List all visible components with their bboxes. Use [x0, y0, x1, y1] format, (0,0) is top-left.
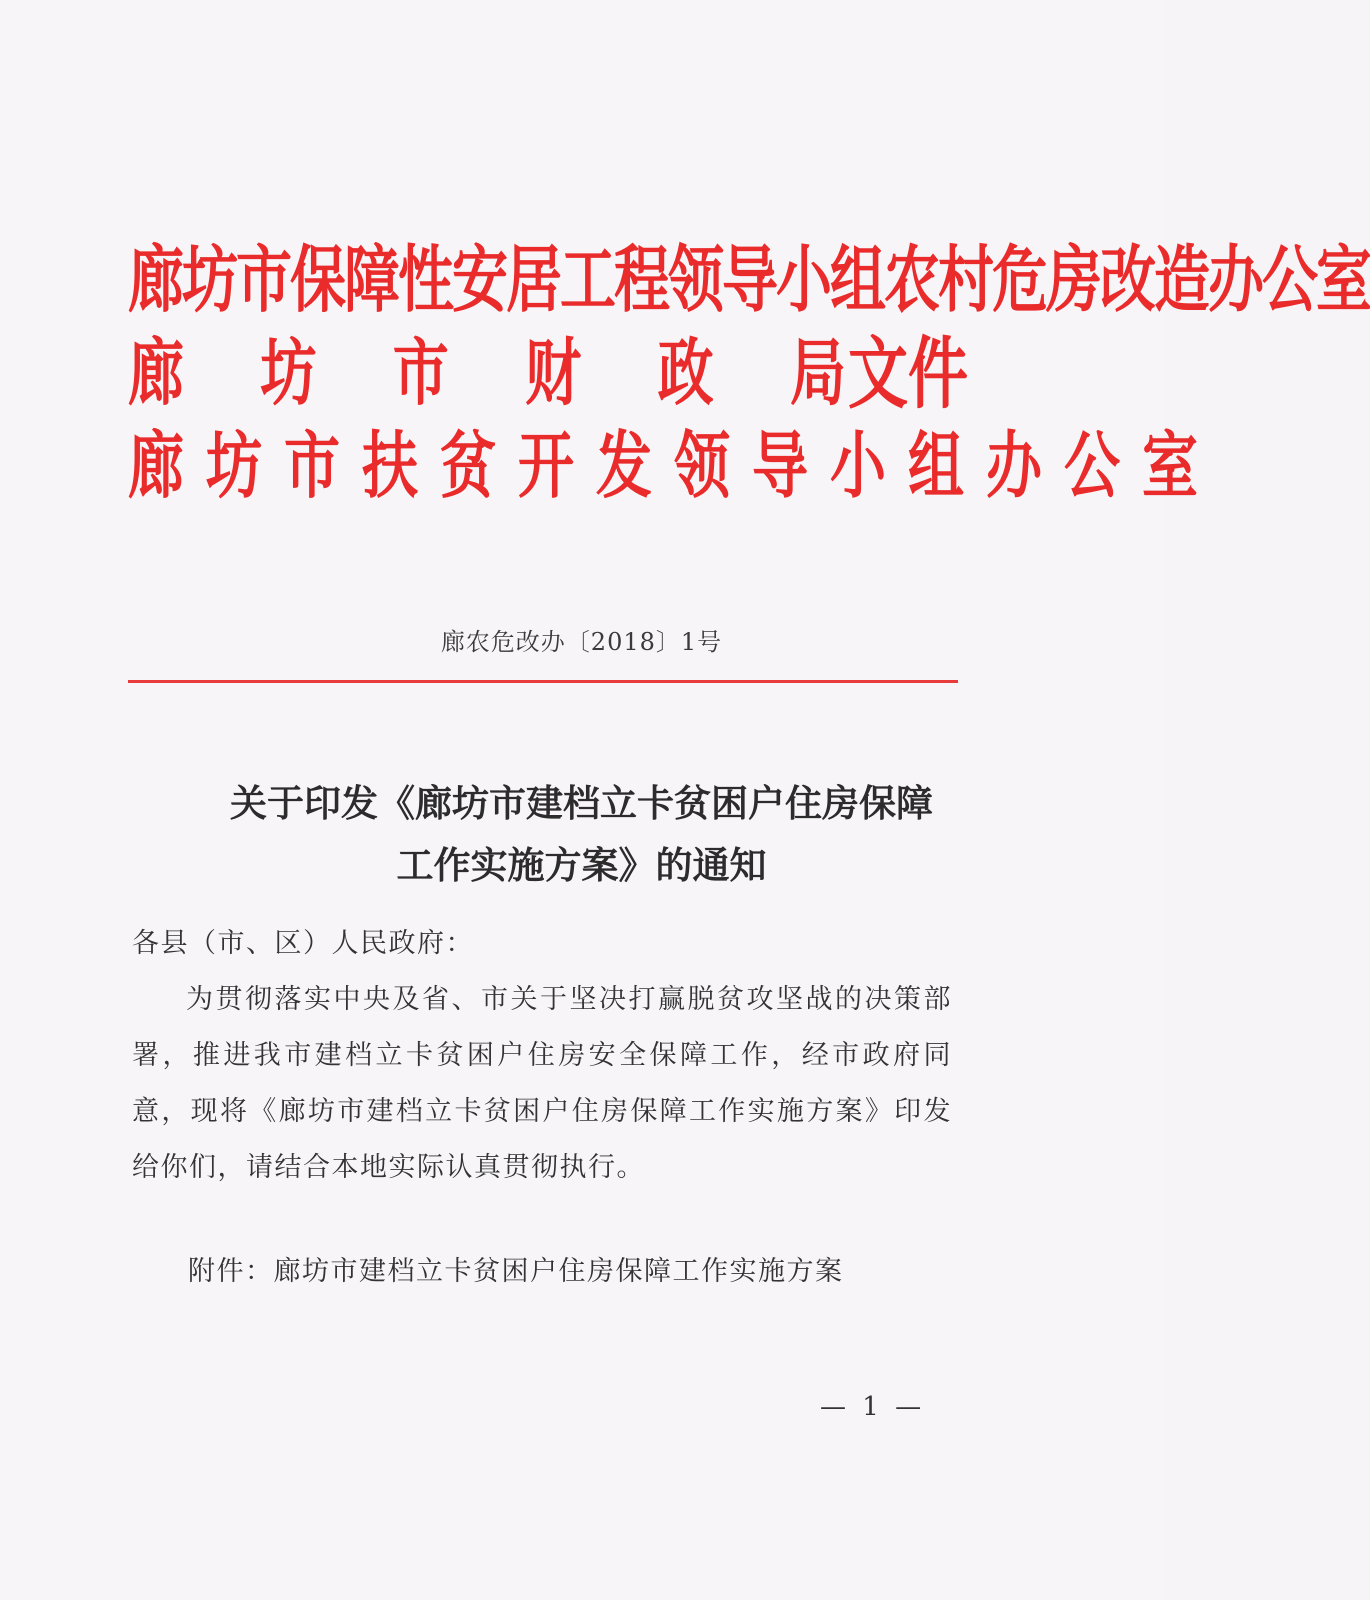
- issuer-row-3: [128, 414, 1220, 509]
- issuer-rural-housing-office: 廊坊市保障性安居工程领导小组农村危房改造办公室: [128, 238, 1370, 323]
- issuer-finance-char: 政: [657, 331, 714, 416]
- issuer-finance-char: 财: [525, 331, 582, 416]
- issuer-finance-char: 市: [392, 331, 449, 416]
- document-title-line-2: 工作实施方案》的通知: [396, 843, 767, 887]
- red-separator-line: [128, 680, 958, 683]
- attachment-line: 附件：廊坊市建档立卡贫困户住房保障工作实施方案: [188, 1256, 844, 1287]
- issuer-finance-char: 廊: [128, 331, 184, 416]
- document-title: [0, 772, 1163, 896]
- issuing-authorities: [128, 228, 1370, 509]
- issuer-poverty-office: 廊坊市扶贫开发领导小组办公室: [128, 424, 1220, 509]
- issuer-finance-bureau: [128, 316, 846, 420]
- salutation: 各县（市、区）人民政府：: [132, 928, 474, 959]
- document-title-line-1: 关于印发《廊坊市建档立卡贫困户住房保障: [230, 781, 933, 825]
- page-number: — 1 —: [820, 1392, 926, 1422]
- issuer-row-2: [128, 321, 968, 420]
- document-number: 廊农危改办〔2018〕1号: [440, 628, 723, 656]
- issuer-row-1: [128, 228, 1370, 323]
- issuer-finance-char: 局: [789, 331, 846, 416]
- document-type-label: 文件: [848, 328, 968, 420]
- issuer-finance-char: 坊: [260, 331, 317, 416]
- body-paragraph: 为贯彻落实中央及省、市关于坚决打赢脱贫攻坚战的决策部署，推进我市建档立卡贫困户住房安全保障工作，经市政府同意，现将《廊坊市建档立卡贫困户住房保障工作实施方案》印发给你们，请结合本地实际认真贯彻执行。: [132, 984, 952, 1183]
